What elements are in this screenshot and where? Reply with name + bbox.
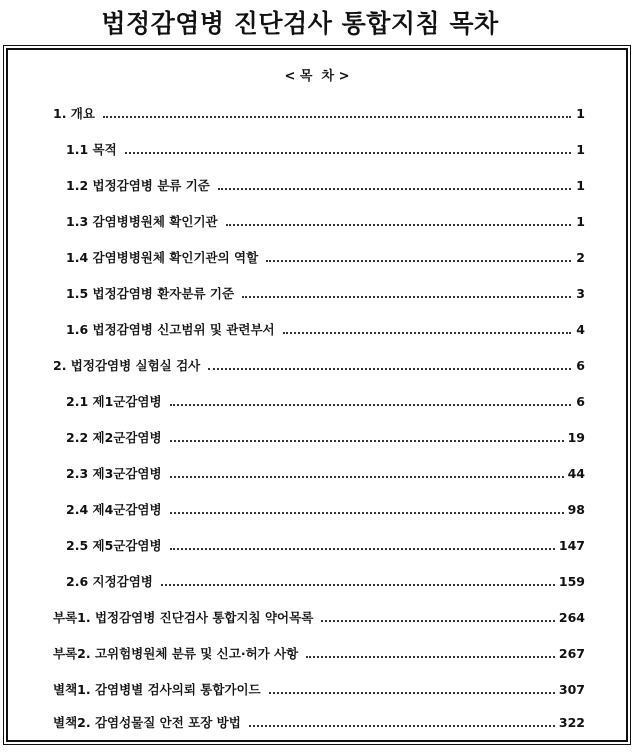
dot-leader <box>283 332 571 334</box>
dot-leader <box>226 224 571 226</box>
toc-entry-page: 98 <box>567 502 585 517</box>
toc-entry-label: 1. 개요 <box>53 106 95 121</box>
toc-entry[interactable] <box>53 713 585 731</box>
toc-entry-page: 1 <box>576 142 585 157</box>
toc-entry-page: 322 <box>558 715 585 730</box>
toc-entry-page: 267 <box>558 646 585 661</box>
toc-entry-label: 1.5 법정감염병 환자분류 기준 <box>66 286 235 301</box>
dot-leader <box>242 296 571 298</box>
toc-frame <box>6 48 628 742</box>
toc-entry[interactable] <box>66 536 585 554</box>
dot-leader <box>170 476 564 478</box>
toc-entry-page: 1 <box>576 106 585 121</box>
dot-leader <box>266 260 571 262</box>
dot-leader <box>269 692 555 694</box>
document-title: 법정감염병 진단검사 통합지침 목차 <box>101 9 499 38</box>
dot-leader <box>161 584 555 586</box>
dot-leader <box>306 656 555 658</box>
toc-entry-page: 264 <box>558 610 585 625</box>
toc-entry-page: 1 <box>576 214 585 229</box>
toc-entry-page: 4 <box>576 322 585 337</box>
toc-entry-label: 2.4 제4군감염병 <box>66 502 162 517</box>
toc-entry-label: 2. 법정감염병 실험실 검사 <box>53 358 201 373</box>
toc-entry-label: 별책1. 감염병별 검사의뢰 통합가이드 <box>53 682 261 697</box>
toc-entry[interactable] <box>53 680 585 698</box>
dot-leader <box>125 152 571 154</box>
toc-entry[interactable] <box>66 212 585 230</box>
toc-entry[interactable] <box>66 464 585 482</box>
dot-leader <box>170 512 564 514</box>
dot-leader <box>249 725 555 727</box>
dot-leader <box>103 116 571 118</box>
dot-leader <box>218 188 571 190</box>
toc-entry-label: 1.6 법정감염병 신고범위 및 관련부서 <box>66 322 275 337</box>
toc-entry[interactable] <box>66 500 585 518</box>
toc-entry-label: 1.2 법정감염병 분류 기준 <box>66 178 210 193</box>
toc-entry-page: 1 <box>576 178 585 193</box>
toc-entry-label: 2.1 제1군감염병 <box>66 394 162 409</box>
toc-entry[interactable] <box>66 428 585 446</box>
toc-entry-label: 별책2. 감염성물질 안전 포장 방법 <box>53 715 241 730</box>
dot-leader <box>321 620 555 622</box>
toc-entry-label: 2.5 제5군감염병 <box>66 538 162 553</box>
toc-entry-label: 2.3 제3군감염병 <box>66 466 162 481</box>
toc-entry[interactable] <box>53 644 585 662</box>
dot-leader <box>170 548 555 550</box>
toc-entry-label: 2.2 제2군감염병 <box>66 430 162 445</box>
toc-entry[interactable] <box>53 104 585 122</box>
toc-entry[interactable] <box>66 248 585 266</box>
toc-entry[interactable] <box>66 140 585 158</box>
dot-leader <box>208 368 571 370</box>
toc-entry[interactable] <box>66 392 585 410</box>
toc-entry-page: 44 <box>567 466 585 481</box>
toc-entry-page: 2 <box>576 250 585 265</box>
toc-entry-page: 147 <box>558 538 585 553</box>
toc-entry-page: 19 <box>567 430 585 445</box>
toc-entry[interactable] <box>66 320 585 338</box>
toc-entry-label: 1.4 감염병병원체 확인기관의 역할 <box>66 250 259 265</box>
toc-entry-page: 6 <box>576 358 585 373</box>
dot-leader <box>170 440 564 442</box>
toc-entry[interactable] <box>53 608 585 626</box>
toc-entry[interactable] <box>66 572 585 590</box>
toc-entry-label: 부록1. 법정감염병 진단검사 통합지침 약어목록 <box>53 610 314 625</box>
toc-entry[interactable] <box>66 284 585 302</box>
toc-entry-page: 159 <box>558 574 585 589</box>
toc-entry-label: 2.6 지정감염병 <box>66 574 153 589</box>
toc-entry[interactable] <box>66 176 585 194</box>
toc-heading: < 목 차 > <box>284 69 350 84</box>
dot-leader <box>170 404 571 406</box>
toc-entry-page: 3 <box>576 286 585 301</box>
toc-entry[interactable] <box>53 356 585 374</box>
toc-entry-page: 6 <box>576 394 585 409</box>
toc-entry-label: 1.3 감염병병원체 확인기관 <box>66 214 218 229</box>
toc-entry-label: 1.1 목적 <box>66 142 117 157</box>
toc-entry-label: 부록2. 고위험병원체 분류 및 신고·허가 사항 <box>53 646 299 661</box>
toc-entry-page: 307 <box>558 682 585 697</box>
